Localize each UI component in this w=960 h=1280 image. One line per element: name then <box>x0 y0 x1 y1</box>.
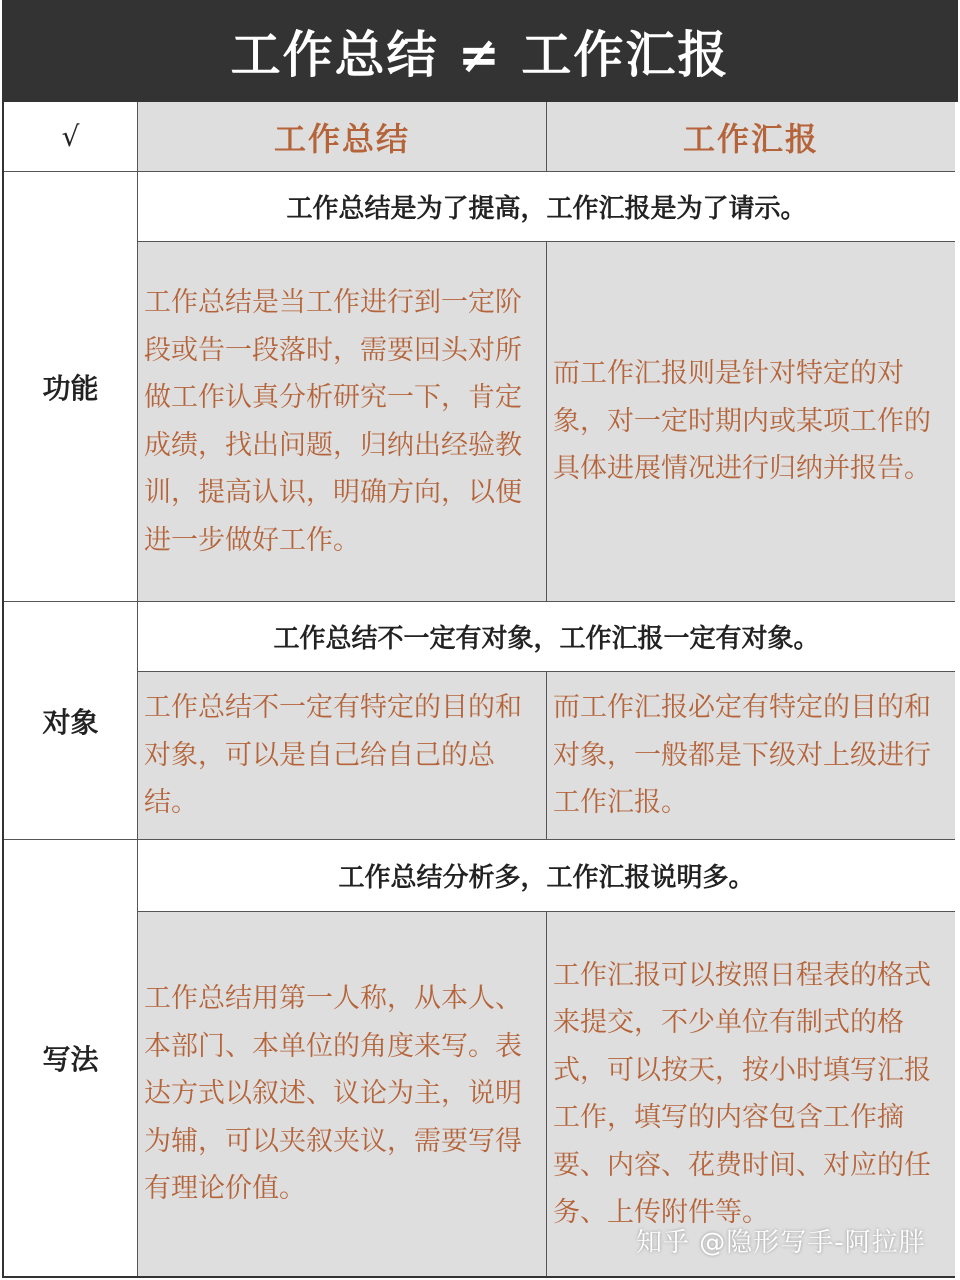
writing-report-body: 工作汇报可以按照日程表的格式来提交，不少单位有制式的格式，可以按天，按小时填写汇报工作，填写的内容包含工作摘要、内容、花费时间、对应的任务、上传附件等。 <box>553 959 931 1228</box>
function-report-body: 而工作汇报则是针对特定的对象，对一定时期内或某项工作的具体进展情况进行归纳并报告。 <box>553 358 931 485</box>
row-label-object: 对象 <box>4 602 138 840</box>
object-summary-body: 工作总结不一定有特定的目的和对象，可以是自己给自己的总结。 <box>144 692 522 819</box>
object-report-text <box>547 672 955 840</box>
row-summary-function: 工作总结是为了提高，工作汇报是为了请示。 <box>138 172 955 242</box>
row-label-writing: 写法 <box>4 840 138 1276</box>
check-mark: √ <box>4 102 138 172</box>
object-report-body: 而工作汇报必定有特定的目的和对象，一般都是下级对上级进行工作汇报。 <box>553 692 931 819</box>
function-summary-body: 工作总结是当工作进行到一定阶段或告一段落时，需要回头对所做工作认真分析研究一下，肯定成绩，找出问题，归纳出经验教训，提高认识，明确方向，以便进一步做好工作。 <box>144 287 522 556</box>
function-report-text <box>547 242 955 602</box>
row-summary-writing: 工作总结分析多，工作汇报说明多。 <box>138 840 955 912</box>
column-header-summary: 工作总结 <box>138 102 547 172</box>
column-header-report: 工作汇报 <box>547 102 955 172</box>
object-summary-text <box>138 672 547 840</box>
writing-summary-text <box>138 912 547 1276</box>
watermark: 知乎 @隐形写手-阿拉胖 <box>636 1228 926 1258</box>
writing-summary-body: 工作总结用第一人称，从本人、本部门、本单位的角度来写。表达方式以叙述、议论为主，说明为辅，可以夹叙夹议，需要写得有理论价值。 <box>144 983 522 1205</box>
function-summary-text <box>138 242 547 602</box>
page-title: 工作总结 ≠ 工作汇报 <box>2 0 958 102</box>
comparison-table <box>2 102 955 1278</box>
row-summary-object: 工作总结不一定有对象，工作汇报一定有对象。 <box>138 602 955 672</box>
row-label-function: 功能 <box>4 172 138 602</box>
